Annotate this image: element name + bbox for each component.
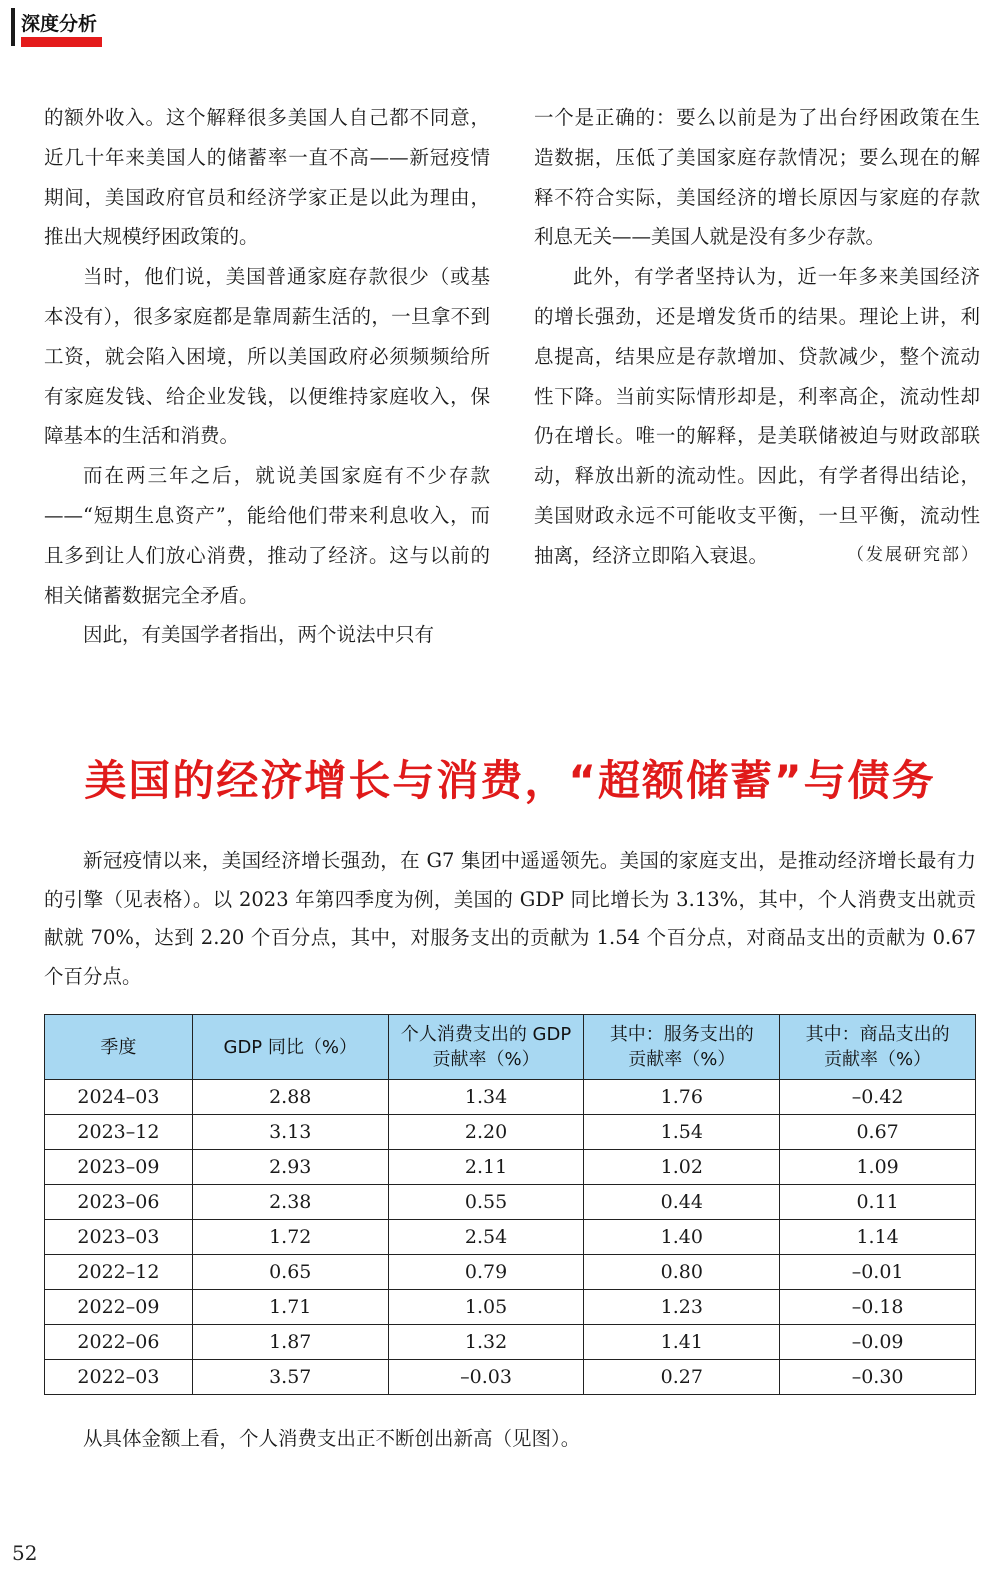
cell-services: 1.23 [584, 1290, 780, 1325]
cell-gdp: 2.88 [192, 1080, 388, 1115]
table-row [45, 1255, 976, 1290]
table-row [45, 1220, 976, 1255]
article-headline: 美国的经济增长与消费，“超额储蓄”与债务 [84, 756, 936, 805]
paragraph [534, 257, 980, 575]
cell-services: 0.27 [584, 1360, 780, 1395]
paragraph: 而在两三年之后，就说美国家庭有不少存款——“短期生息资产”，能给他们带来利息收入，而且多到让人们放心消费，推动了经济。这与以前的相关储蓄数据完全矛盾。 [44, 464, 490, 607]
cell-quarter: 2022–03 [45, 1360, 193, 1395]
cell-gdp: 2.38 [192, 1185, 388, 1220]
cell-goods: 1.14 [780, 1220, 976, 1255]
cell-goods: –0.09 [780, 1325, 976, 1360]
article-outro: 从具体金额上看，个人消费支出正不断创出新高（见图）。 [83, 1427, 581, 1450]
cell-services: 1.54 [584, 1115, 780, 1150]
paragraph: 的额外收入。这个解释很多美国人自己都不同意，近几十年来美国人的储蓄率一直不高——新冠疫情期间，美国政府官员和经济学家正是以此为理由，推出大规模纾困政策的。 [44, 106, 490, 249]
cell-quarter: 2023–12 [45, 1115, 193, 1150]
cell-quarter: 2023–03 [45, 1220, 193, 1255]
table-row [45, 1185, 976, 1220]
cell-services: 1.40 [584, 1220, 780, 1255]
cell-gdp: 3.57 [192, 1360, 388, 1395]
table-row [45, 1290, 976, 1325]
cell-gdp: 3.13 [192, 1115, 388, 1150]
cell-pce: 2.20 [388, 1115, 584, 1150]
column-right [534, 98, 980, 576]
cell-quarter: 2024–03 [45, 1080, 193, 1115]
table-header-row [45, 1015, 976, 1080]
table-row [45, 1080, 976, 1115]
table-row [45, 1115, 976, 1150]
cell-services: 1.41 [584, 1325, 780, 1360]
author-signature: （发展研究部） [847, 544, 980, 565]
cell-services: 1.76 [584, 1080, 780, 1115]
cell-quarter: 2023–09 [45, 1150, 193, 1185]
cell-gdp: 2.93 [192, 1150, 388, 1185]
section-tag-bar [11, 8, 15, 46]
cell-goods: –0.30 [780, 1360, 976, 1395]
cell-services: 0.44 [584, 1185, 780, 1220]
cell-goods: –0.18 [780, 1290, 976, 1325]
table-row [45, 1360, 976, 1395]
article-intro: 新冠疫情以来，美国经济增长强劲，在 G7 集团中遥遥领先。美国的家庭支出，是推动经济增长最有力的引擎（见表格）。以 2023 年第四季度为例，美国的 GDP 同比增长为 3.13%，其中，个人消费支出就贡献就 70%，达到 2.20 个百分点，其中，对服务支出的贡献为 1.54 个百分点，对商品支出的贡献为 0.67 个百分点。 [44, 849, 976, 988]
cell-services: 1.02 [584, 1150, 780, 1185]
cell-quarter: 2022–12 [45, 1255, 193, 1290]
cell-goods: 0.11 [780, 1185, 976, 1220]
cell-pce: 2.54 [388, 1220, 584, 1255]
cell-gdp: 1.87 [192, 1325, 388, 1360]
paragraph: 一个是正确的：要么以前是为了出台纾困政策在生造数据，压低了美国家庭存款情况；要么现在的解释不符合实际，美国经济的增长原因与家庭的存款利息无关——美国人就是没有多少存款。 [534, 106, 980, 249]
cell-gdp: 1.71 [192, 1290, 388, 1325]
cell-pce: 1.34 [388, 1080, 584, 1115]
data-table [44, 1014, 976, 1395]
cell-pce: 0.55 [388, 1185, 584, 1220]
section-label: 深度分析 [21, 13, 98, 35]
cell-pce: 2.11 [388, 1150, 584, 1185]
cell-quarter: 2023–06 [45, 1185, 193, 1220]
paragraph: 当时，他们说，美国普通家庭存款很少（或基本没有），很多家庭都是靠周薪生活的，一旦拿不到工资，就会陷入困境，所以美国政府必须频频给所有家庭发钱、给企业发钱，以便维持家庭收入，保障基本的生活和消费。 [44, 265, 490, 448]
section-underline [21, 37, 102, 47]
cell-pce: 0.79 [388, 1255, 584, 1290]
cell-gdp: 0.65 [192, 1255, 388, 1290]
paragraph: 因此，有美国学者指出，两个说法中只有 [83, 623, 435, 647]
cell-quarter: 2022–09 [45, 1290, 193, 1325]
cell-pce: 1.05 [388, 1290, 584, 1325]
section-tag [11, 5, 98, 45]
column-left [44, 98, 490, 655]
cell-goods: –0.42 [780, 1080, 976, 1115]
cell-goods: 1.09 [780, 1150, 976, 1185]
cell-goods: –0.01 [780, 1255, 976, 1290]
cell-gdp: 1.72 [192, 1220, 388, 1255]
table-row [45, 1325, 976, 1360]
header-services-contribution: 其中：服务支出的 贡献率（%） [584, 1015, 780, 1080]
header-pce-contribution: 个人消费支出的 GDP 贡献率（%） [388, 1015, 584, 1080]
header-gdp-yoy: GDP 同比（%） [192, 1015, 388, 1080]
table-row [45, 1150, 976, 1185]
header-goods-contribution: 其中：商品支出的 贡献率（%） [780, 1015, 976, 1080]
page-number: 52 [12, 1541, 38, 1565]
cell-pce: –0.03 [388, 1360, 584, 1395]
paragraph-text: 此外，有学者坚持认为，近一年多来美国经济的增长强劲，还是增发货币的结果。理论上讲，利息提高，结果应是存款增加、贷款减少，整个流动性下降。当前实际情形却是，利率高企，流动性却仍在增长。唯一的解释，是美联储被迫与财政部联动，释放出新的流动性。因此，有学者得出结论，美国财政永远不可能收支平衡，一旦平衡，流动性抽离，经济立即陷入衰退。 [534, 265, 980, 567]
cell-pce: 1.32 [388, 1325, 584, 1360]
cell-goods: 0.67 [780, 1115, 976, 1150]
cell-services: 0.80 [584, 1255, 780, 1290]
header-quarter: 季度 [45, 1015, 193, 1080]
cell-quarter: 2022–06 [45, 1325, 193, 1360]
